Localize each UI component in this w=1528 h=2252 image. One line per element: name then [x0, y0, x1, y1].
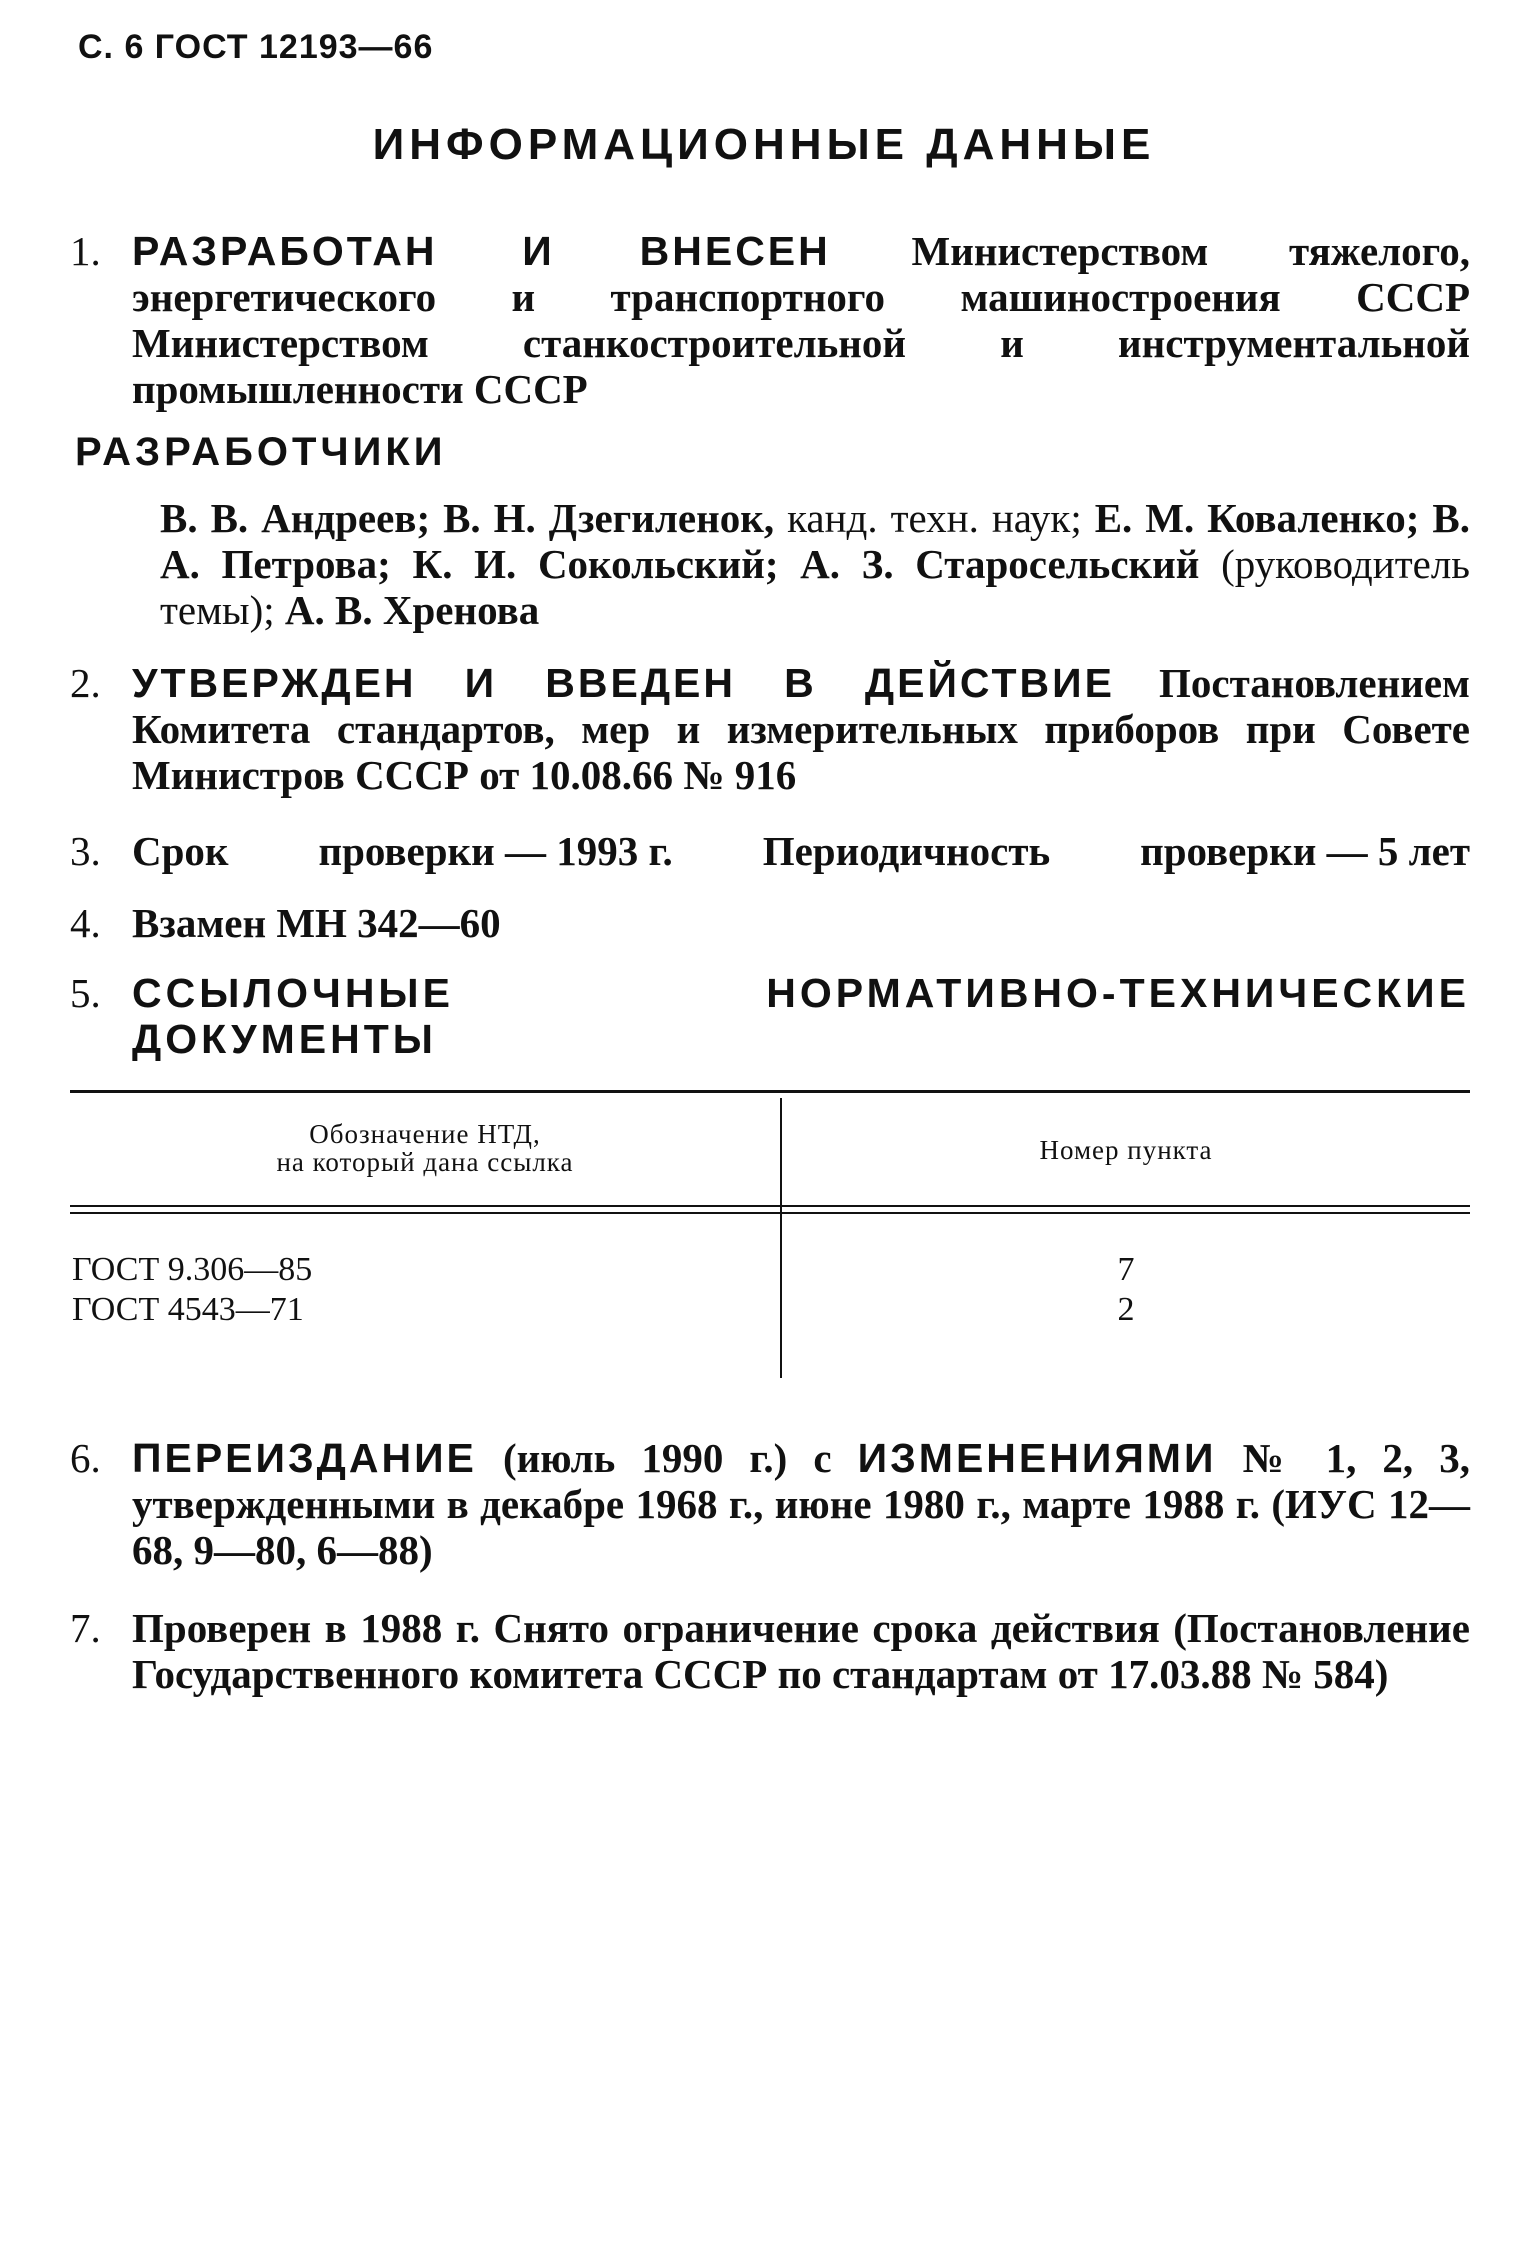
table-clause-column [782, 1250, 1470, 1330]
table-cell-doc: ГОСТ 4543—71 [72, 1291, 304, 1328]
table-header-doc [70, 1120, 780, 1176]
page-title: ИНФОРМАЦИОННЫЕ ДАННЫЕ [372, 120, 1156, 169]
table-header-doc-line2: на который дана ссылка [276, 1147, 574, 1177]
info-item-2 [70, 660, 1470, 798]
item-number: 2. [70, 660, 101, 706]
item-lead: ССЫЛОЧНЫЕ НОРМАТИВНО-ТЕХНИЧЕСКИЕ ДОКУМЕНТЫ [132, 970, 1470, 1062]
item-number: 4. [70, 900, 101, 946]
item-body [132, 828, 1470, 874]
developer-names: А. В. Хренова [284, 587, 540, 633]
item-lead: ПЕРЕИЗДАНИЕ [132, 1435, 477, 1481]
item-text: № 1, 2, 3, утвержденными в декабре 1968 г., июне 1980 г., марте 1988 г. (ИУС 12—68, 9—80, 6—88) [132, 1435, 1470, 1573]
item-lead: РАЗРАБОТАН И ВНЕСЕН [132, 228, 831, 274]
developers-heading: РАЗРАБОТЧИКИ [75, 430, 447, 474]
table-cell-clause: 2 [1117, 1291, 1135, 1328]
table-header-doc-line1: Обозначение НТД, [309, 1119, 541, 1149]
item-body: Проверен в 1988 г. Снято ограничение срока действия (Постановление Государственного комитета СССР по стандартам от 17.03.88 № 584) [132, 1605, 1470, 1697]
info-item-5 [70, 970, 1470, 1062]
item-body [132, 660, 1470, 798]
info-item-1 [70, 228, 1470, 412]
period-value: проверки — 5 лет [1140, 828, 1470, 874]
item-body [132, 228, 1470, 412]
table-cell-doc: ГОСТ 9.306—85 [72, 1251, 313, 1288]
table-rule-header [70, 1205, 1470, 1207]
item-text: Постановлением Комитета стандартов, мер и измерительных приборов при Совете Министров СССР от 10.08.66 № 916 [132, 660, 1470, 798]
table-rule-header [70, 1212, 1470, 1214]
developer-role: (руководитель темы); [160, 541, 1470, 633]
developer-title: канд. техн. наук; [774, 495, 1095, 541]
table-header-clause: Номер пункта [1039, 1135, 1213, 1165]
table-column-divider [780, 1098, 782, 1378]
info-item-4 [70, 900, 1470, 946]
item-lead: ИЗМЕНЕНИЯМИ [857, 1435, 1217, 1481]
item-text: (июль 1990 г.) с [476, 1435, 858, 1481]
info-item-7 [70, 1605, 1470, 1697]
page-header: С. 6 ГОСТ 12193—66 [78, 28, 434, 66]
item-body: Взамен МН 342—60 [132, 900, 501, 946]
developer-names: Е. М. Коваленко; В. А. Петрова; К. И. Сокольский; А. З. Старосельский [160, 495, 1470, 587]
item-number: 1. [70, 228, 101, 274]
table-doc-column [72, 1250, 312, 1330]
term-date: проверки — 1993 г. [318, 828, 673, 874]
item-text: Министерством тяжелого, энергетического и транспортного машиностроения СССР Министерством станкостроительной и инструментальной промышленности СССР [132, 228, 1470, 412]
table-rule-top [70, 1090, 1470, 1093]
item-number: 3. [70, 828, 101, 874]
info-item-6 [70, 1435, 1470, 1573]
period-word: Периодичность [762, 828, 1051, 874]
info-item-3 [70, 828, 1470, 874]
item-number: 5. [70, 970, 101, 1016]
developer-names: В. В. Андреев; В. Н. Дзегиленок, [160, 495, 775, 541]
item-body [132, 1435, 1470, 1573]
table-cell-clause: 7 [1117, 1251, 1135, 1288]
item-lead: УТВЕРЖДЕН И ВВЕДЕН В ДЕЙСТВИЕ [132, 660, 1115, 706]
term-word: Срок [132, 828, 229, 874]
reference-table [70, 1090, 1470, 1390]
item-number: 7. [70, 1605, 101, 1651]
developers-list [160, 495, 1470, 633]
item-number: 6. [70, 1435, 101, 1481]
